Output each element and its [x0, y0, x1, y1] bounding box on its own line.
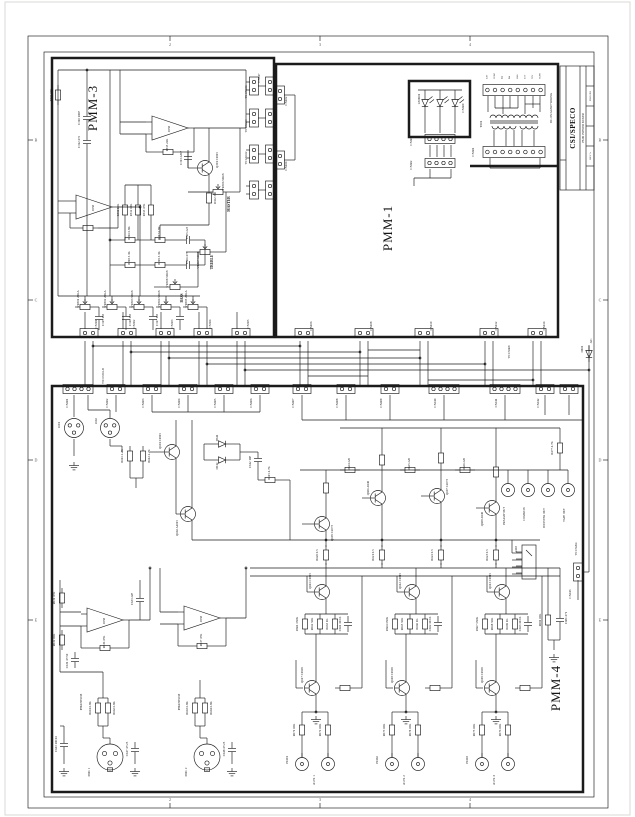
grid-ref: D — [598, 457, 602, 463]
ground-icon — [130, 768, 140, 776]
master-control-label: MASTER — [227, 196, 231, 212]
ref-label: IN401 — [285, 756, 289, 764]
resistor-icon — [206, 188, 211, 208]
grid-ref: D — [34, 457, 38, 463]
ref-label: CN106 — [309, 321, 313, 331]
ref-label: CN108 — [369, 321, 373, 331]
ref-label: R673 10K — [382, 723, 386, 737]
ref-label: Q613 C1815 — [488, 573, 492, 589]
ground-icon — [401, 716, 411, 724]
ref-label: CN411 — [494, 398, 498, 408]
pmm1-label: PMM-1 — [380, 204, 395, 252]
ref-label: Q617 C1945 — [300, 667, 304, 683]
ref-label: CN615 — [274, 87, 278, 97]
ref-label: Q612 C1815 — [398, 573, 402, 589]
ref-label: C316 103 — [128, 313, 132, 327]
ref-label: R624 220 — [347, 457, 351, 471]
ref-label: R665 56K — [400, 617, 404, 631]
ground-icon — [311, 716, 321, 724]
ref-label: R642 6.8K — [112, 701, 116, 715]
ground-icon — [227, 768, 237, 776]
connector-icon — [425, 159, 455, 168]
pin-header-icon — [483, 147, 545, 158]
grid-ref: 2 — [169, 42, 171, 47]
jack-icon — [322, 753, 335, 771]
ref-label: C612 10P — [248, 455, 252, 469]
ref-label: CN405 — [213, 398, 217, 408]
transformer-pin-labels — [485, 73, 541, 79]
ref-label: CN603 — [409, 136, 413, 146]
ac-note: AC — [589, 338, 593, 344]
ref-label: VR308 50KB — [165, 270, 169, 288]
reference-labels — [49, 73, 584, 764]
jack-icon — [412, 753, 425, 771]
ref-label: Q606 A940 — [366, 480, 370, 496]
resistor-icon — [422, 614, 427, 634]
ground-icon — [69, 462, 79, 470]
ref-label: CN301 — [94, 319, 98, 329]
aux2-jack-label: AUX 2 — [402, 775, 406, 785]
ref-label: R615 4.7K — [267, 466, 271, 480]
transistor-icon — [198, 156, 213, 180]
ref-label: Q607 C2073 — [445, 479, 449, 495]
to-cn301b-note: TO CN301-B — [101, 368, 105, 384]
ref-label: CN112 — [494, 321, 498, 331]
jack-icon — [542, 479, 555, 497]
ref-label: R681 10K — [538, 613, 542, 627]
resistor-icon — [127, 446, 132, 466]
transformer-pin-label: 70V — [531, 74, 534, 79]
ref-label: R311 10K — [116, 203, 120, 217]
capacitor-icon — [83, 134, 91, 150]
ref-label: CN613 — [274, 119, 278, 129]
to-cn616-note: TO CN616 — [244, 85, 248, 99]
ref-label: R643 6.8K — [185, 701, 189, 715]
ref-label: C633 22P — [130, 592, 134, 606]
capacitor-icon — [344, 616, 352, 632]
title-dwg-label: DWG NO — [589, 90, 592, 102]
ref-label: R674 10K — [408, 723, 412, 737]
ref-label: R641 6.8K — [88, 701, 92, 715]
ref-label: R622 0.5 — [430, 549, 434, 561]
resistor-icon — [557, 438, 562, 458]
transistor-icon — [181, 502, 196, 526]
ref-label: J601 — [57, 422, 61, 428]
ref-label: CN412 — [536, 398, 540, 408]
transistor-icon — [305, 676, 320, 700]
capacitor-icon — [556, 612, 564, 628]
common-label: COMMON — [522, 507, 526, 521]
jack-icon — [522, 479, 535, 497]
grid-ref: 4 — [469, 797, 471, 802]
jack-icon — [296, 753, 309, 771]
resistor-icon — [335, 685, 355, 690]
transistor-icon — [315, 580, 330, 604]
led-icon — [437, 95, 449, 111]
resistor-icon — [438, 545, 443, 565]
ref-label: CN402 — [105, 398, 109, 408]
mic1-jack-label: MIC 1 — [87, 767, 91, 777]
ref-label: R477 4.7K — [550, 441, 554, 455]
ref-label: CN303 — [170, 319, 174, 329]
to-cn204-note: TO CN204 — [574, 542, 578, 556]
din-connector-icon — [101, 419, 120, 438]
ref-label: Q619 C1945 — [480, 667, 484, 683]
resistor-icon — [323, 545, 328, 565]
ref-label: VR303 50KB — [130, 290, 134, 308]
ref-label: R644 6.8K — [209, 701, 213, 715]
ref-label: C312 472 — [77, 135, 81, 149]
capacitor-icon — [131, 742, 139, 758]
ref-label: R621 0.5 — [371, 549, 375, 561]
resistor-icon — [407, 614, 412, 634]
ref-label: R631 47K — [52, 591, 56, 605]
jack-icon — [386, 753, 399, 771]
resistor-icon — [389, 720, 394, 740]
ref-label: R317 6.8K — [157, 226, 161, 240]
transistor-icon — [395, 676, 410, 700]
title-product: PMM POWER MIXER — [581, 113, 585, 143]
ref-label: R666 1K — [415, 618, 419, 630]
title-rev: REV A — [589, 152, 592, 160]
to-cn608-note: TO CN608 — [507, 345, 511, 359]
ref-label: C631 47/50 — [65, 653, 69, 669]
aux1-jack-label: AUX 1 — [312, 775, 316, 785]
ref-label: IN402 — [375, 756, 379, 764]
ref-label: C681 471 — [564, 611, 568, 625]
transformer-icon — [490, 115, 538, 129]
resistor-icon — [512, 614, 517, 634]
resistor-icon — [323, 478, 328, 498]
ref-label: CN407 — [291, 398, 295, 408]
ref-label: CN304 — [208, 319, 212, 329]
ref-label: J602 — [94, 418, 98, 424]
ref-label: VR301 20KA — [76, 290, 80, 308]
resistor-icon — [325, 720, 330, 740]
ref-label: CN409 — [379, 398, 383, 408]
transistor-icon — [430, 484, 445, 508]
resistor-icon — [493, 545, 498, 565]
resistor-icon — [105, 698, 110, 718]
ref-label: CN305 — [246, 319, 250, 329]
ref-label: R306 10K — [49, 88, 53, 102]
capacitor-icon — [136, 592, 144, 608]
xlr-connector-icon — [97, 744, 123, 771]
ref-label: R637 47K — [199, 633, 203, 647]
ref-label: VR307 50KB — [196, 251, 200, 269]
ref-label: R664 150K — [385, 616, 389, 632]
grid-ref: C — [34, 297, 38, 303]
grid-ref: C — [598, 297, 602, 303]
grid-ref: 4 — [469, 42, 471, 47]
resistor-icon — [545, 610, 550, 630]
ref-label: Q605 C2073 — [330, 525, 334, 541]
resistor-icon — [379, 545, 384, 565]
grid-ref: E — [598, 617, 602, 623]
ref-label: Q301 C1815 — [215, 152, 219, 168]
ref-label: R663 1K — [325, 618, 329, 630]
resistor-icon — [317, 614, 322, 634]
resistor-icon — [497, 614, 502, 634]
transformer-pin-label: 25V — [523, 74, 527, 79]
resistor-icon — [392, 614, 397, 634]
transformer-pin-label: 8Ω — [508, 75, 512, 79]
ref-label: C315 103 — [101, 313, 105, 327]
ref-label: R675 10K — [472, 723, 476, 737]
resistor-icon — [332, 614, 337, 634]
ref-label: R661 150K — [295, 616, 299, 632]
resistor-icon — [202, 698, 207, 718]
diode-icon — [214, 457, 230, 463]
ref-label: R316 6.8K — [127, 226, 131, 240]
ref-label: 4558 — [102, 617, 106, 625]
ref-label: CN110 — [429, 321, 433, 331]
resistor-icon — [122, 200, 127, 220]
ref-label: C661 10/16 — [338, 616, 342, 632]
ref-label: 4558 — [199, 615, 203, 623]
ground-icon — [491, 716, 501, 724]
ref-label: CN600 — [461, 103, 465, 113]
ref-label: C317 103 — [155, 313, 159, 327]
resistor-icon — [78, 225, 98, 230]
ref-label: CN114 — [542, 321, 546, 331]
resistor-icon — [515, 685, 535, 690]
pmm4-label: PMM-4 — [548, 664, 563, 712]
resistor-icon — [493, 462, 498, 482]
jack-icon — [476, 753, 489, 771]
connector-icon — [250, 181, 259, 199]
ref-label: VR304 50KB — [157, 290, 161, 308]
ref-label: R626 220 — [462, 457, 466, 471]
connector-icon — [574, 563, 583, 581]
ref-label: CN611 — [274, 155, 278, 165]
resistor-icon — [415, 720, 420, 740]
connector-icon — [250, 145, 259, 163]
ref-label: CN102 — [284, 96, 288, 106]
ref-label: R312 10K — [129, 203, 133, 217]
jack-icon — [502, 479, 515, 497]
ref-label: D611 — [215, 434, 219, 442]
capacitor-icon — [254, 452, 262, 468]
resistor-icon — [425, 685, 445, 690]
treble-control-label: TREBLE — [210, 254, 214, 270]
capacitor-icon — [176, 310, 184, 326]
ref-label: C662 10/16 — [428, 616, 432, 632]
ref-label: CN104 — [284, 161, 288, 171]
resistor-icon — [505, 720, 510, 740]
ref-label: CN413 — [568, 589, 572, 599]
resistor-icon — [140, 446, 145, 466]
ref-label: R676 10K — [498, 723, 502, 737]
ref-label: R319 3.3K — [157, 251, 161, 265]
resistor-icon — [299, 720, 304, 740]
to-cn614-note: TO CN614 — [244, 119, 248, 133]
ref-label: CN406 — [249, 398, 253, 408]
ref-label: Q608 A940 — [480, 511, 484, 527]
capacitor-icon — [71, 652, 79, 668]
ref-label: CN601 — [471, 147, 475, 157]
led-icon — [422, 95, 434, 111]
phantom-label-1: PHANTOM — [79, 693, 83, 711]
transistor-icon — [495, 580, 510, 604]
ref-label: R612 2.2K — [147, 449, 151, 463]
transformer-pin-label: 24V — [485, 74, 489, 79]
grid-ref: E — [34, 617, 38, 623]
transistor-icon — [405, 580, 420, 604]
ref-label: VR306 50KB — [221, 173, 225, 191]
ref-label: C305 223 — [185, 226, 189, 240]
resistor-icon — [479, 720, 484, 740]
title-block — [560, 66, 594, 190]
ref-label: C643 100/16 — [54, 735, 58, 753]
ref-label: C306 473 — [185, 251, 189, 265]
ground-icon — [59, 768, 69, 776]
ref-label: J403 — [514, 546, 518, 552]
ref-label: R636 47K — [102, 635, 106, 649]
ref-label: C648 47/25 — [222, 741, 226, 757]
ref-label: 4558 — [91, 204, 95, 212]
xlr-connector-icon — [194, 744, 220, 771]
jack-icon — [502, 753, 515, 771]
ref-label: C647 47/25 — [125, 741, 129, 757]
resistor-icon — [438, 448, 443, 468]
ref-label: R662 56K — [310, 617, 314, 631]
jack-icon — [562, 479, 575, 497]
ref-label: VR302 20KA — [103, 290, 107, 308]
transistor-icon — [165, 440, 180, 464]
din-connector-icon — [65, 419, 84, 438]
ref-label: R318 3.3K — [127, 251, 131, 265]
dc-alert-wiring-note: DC-ON/ALERT WIRING — [549, 92, 553, 124]
ref-label: CN302 — [132, 319, 136, 329]
ref-label: R667 150K — [475, 616, 479, 632]
transformer-pin-label: COM — [538, 73, 542, 79]
transistor-icon — [315, 512, 330, 536]
grid-ref: 3 — [319, 42, 321, 47]
ref-label: 4558 — [167, 125, 171, 133]
resistor-icon — [302, 614, 307, 634]
resistor-icon — [148, 200, 153, 220]
resistor-icon — [379, 450, 384, 470]
resistor-icon — [482, 614, 487, 634]
resistor-icon — [192, 698, 197, 718]
ref-label: R315 22K — [165, 138, 169, 152]
aux3-jack-label: AUX 3 — [492, 775, 496, 785]
company-name: CSI/SPECO — [569, 107, 577, 149]
ref-label: R672 10K — [318, 723, 322, 737]
ref-label: CN401 — [65, 398, 69, 408]
ref-label: LED601 — [417, 93, 421, 105]
ground-icon — [549, 654, 559, 662]
components — [55, 74, 592, 776]
ref-label: R668 56K — [490, 617, 494, 631]
connector-icon — [250, 109, 259, 127]
transistor-icon — [485, 676, 500, 700]
ref-label: CN408 — [335, 398, 339, 408]
ref-label: R313 47K — [142, 203, 146, 217]
transistor-icon — [485, 496, 500, 520]
mic2-jack-label: MIC 2 — [184, 767, 188, 777]
ref-label: Q611 C1815 — [308, 573, 312, 589]
pin-header-icon — [483, 85, 545, 96]
ref-label: R669 1K — [505, 618, 509, 630]
to-cn612-note: TO CN612 — [244, 151, 248, 165]
ref-label: R623 0.5 — [485, 549, 489, 561]
ref-label: CN602 — [409, 160, 413, 170]
ref-label: T601 — [479, 120, 483, 128]
ref-label: CN404 — [177, 398, 181, 408]
ref-label: VR305 20KA — [184, 290, 188, 308]
grid-ref: B — [598, 137, 602, 143]
grid-ref: B — [34, 137, 38, 143]
capacitor-icon — [60, 737, 68, 753]
bass-control-label: BASS — [180, 293, 184, 303]
ref-label: R611 2.2K — [120, 449, 124, 463]
booster-out-label: BOOSTER OUT — [542, 508, 546, 528]
ref-label: C310 100P — [77, 111, 81, 125]
ref-label: IN403 — [465, 756, 469, 764]
capacitor-icon — [434, 616, 442, 632]
ref-label: Q618 C1945 — [390, 667, 394, 683]
ref-label: R671 10K — [292, 723, 296, 737]
ref-label: Q601 C1815 — [158, 433, 162, 449]
transformer-pin-label: COM — [493, 73, 496, 79]
grid-ref: 3 — [319, 797, 321, 802]
capacitor-icon — [524, 616, 532, 632]
grid-ref: 2 — [169, 797, 171, 802]
transistor-icon — [371, 486, 386, 510]
ref-label: R625 220 — [407, 457, 411, 471]
pmm3-label: PMM-3 — [85, 84, 100, 132]
ref-label: R620 0.5 — [315, 549, 319, 561]
ref-label: R632 10K — [52, 633, 56, 647]
ref-label: CN410 — [433, 398, 437, 408]
ref-label: C313 220P — [179, 151, 183, 165]
capacitor-icon — [228, 742, 236, 758]
ref-label: C663 10/16 — [518, 616, 522, 632]
ref-label: CN617 — [257, 73, 261, 83]
ref-label: CN403 — [141, 398, 145, 408]
phantom-label-2: PHANTOM — [177, 693, 181, 711]
ref-label: D612 — [215, 462, 219, 470]
resistor-icon — [95, 698, 100, 718]
transformer-pin-label: 4Ω — [500, 75, 504, 79]
ref-label: D401 — [580, 345, 584, 353]
ref-label: R322 330 — [213, 191, 217, 205]
tape-out-label: TAPE OUT — [562, 508, 566, 522]
preamp-out-label: PREAMP OUT — [502, 506, 506, 526]
transformer-pin-label: 16Ω — [515, 74, 519, 79]
ref-label: Q602 A1015 — [175, 520, 179, 536]
